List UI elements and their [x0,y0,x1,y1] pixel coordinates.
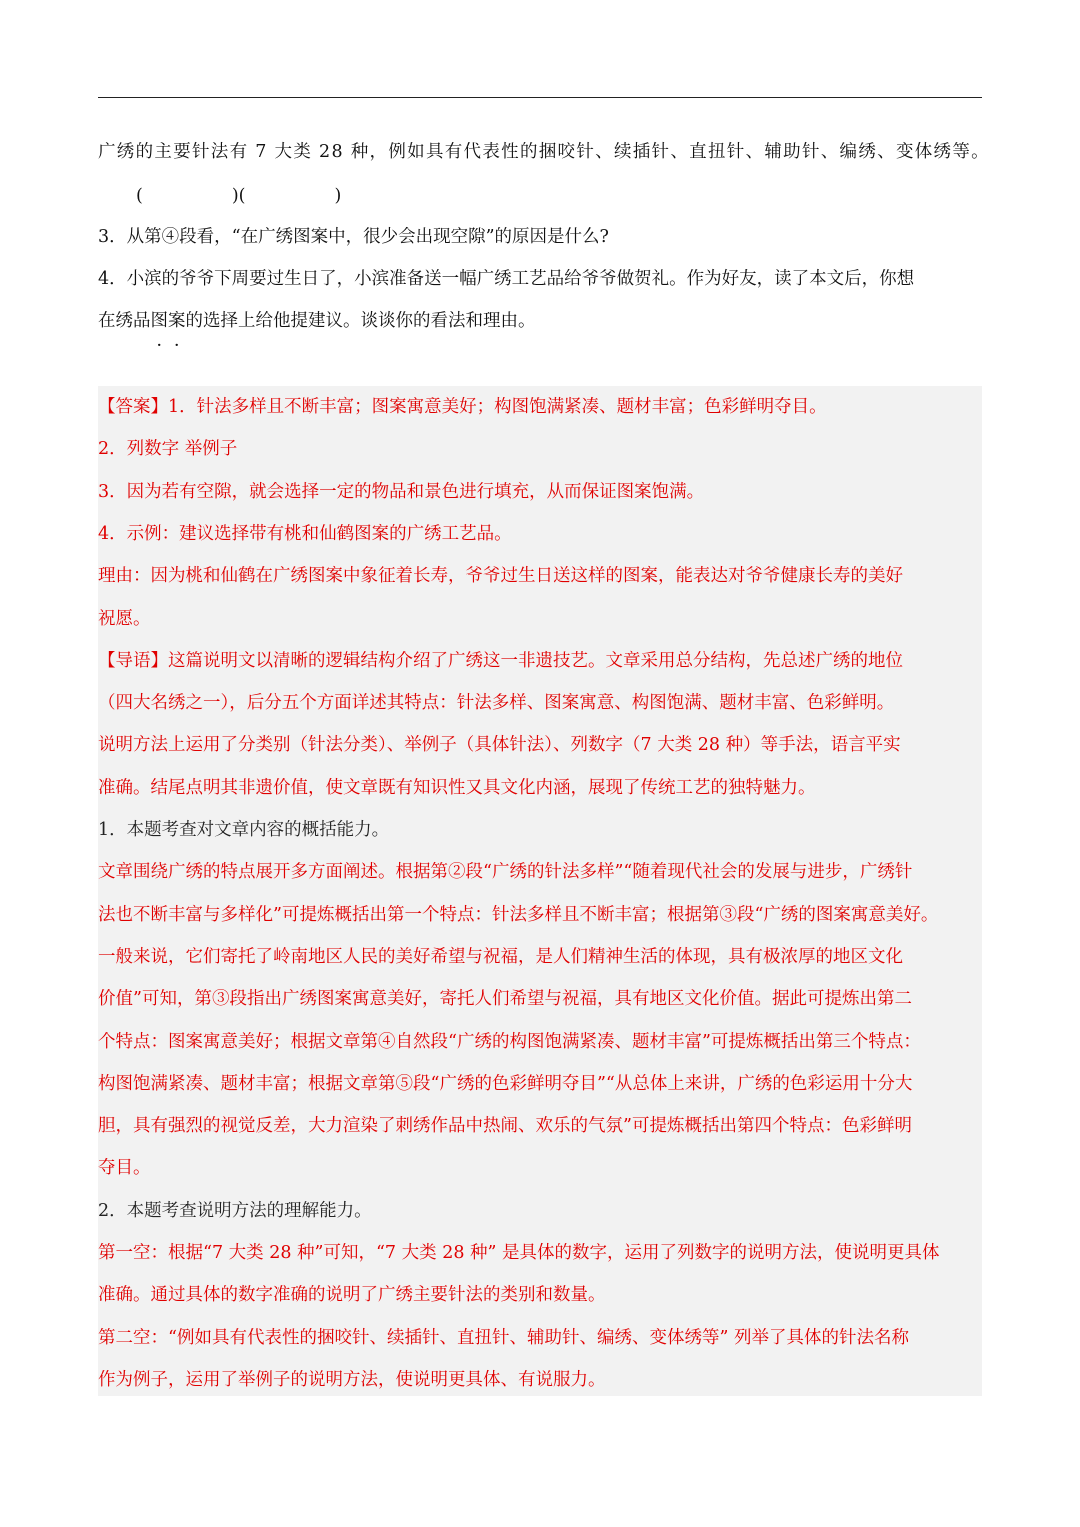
answer-line: 准确。通过具体的数字准确的说明了广绣主要针法的类别和数量。 [98,1285,606,1306]
answer-line: 祝愿。 [98,608,151,629]
answer-line: 价值”可知，第③段指出广绣图案寓意美好，寄托人们希望与祝福，具有地区文化价值。据此可提炼出第二 [98,989,912,1010]
answer-line: 2．列数字 举例子 [98,439,238,460]
emphasis-char-2: 案 [168,311,186,331]
answer-line: 【导语】这篇说明文以清晰的逻辑结构介绍了广绣这一非遗技艺。文章采用总分结构，先总述广绣的地位 [98,650,903,671]
answer-line: 作为例子，运用了举例子的说明方法，使说明更具体、有说服力。 [98,1369,606,1390]
answer-line: 1．本题考查对文章内容的概括能力。 [98,820,390,840]
answer-block [98,386,982,1396]
answer-line: 个特点：图案寓意美好；根据文章第④自然段“广绣的构图饱满紧凑、题材丰富”可提炼概括出第三个特点： [98,1031,921,1052]
answer-line: 胆，具有强烈的视觉反差，大力渲染了刺绣作品中热闹、欢乐的气氛”可提炼概括出第四个特点：色彩鲜明 [98,1116,912,1137]
answer-blanks: ( )( ) [136,186,342,206]
q4-pre: 在绣品 [98,311,151,331]
answer-line: 法也不断丰富与多样化”可提炼概括出第一个特点：针法多样且不断丰富；根据第③段“广绣的图案寓意美好。 [98,904,939,925]
emphasis-char-1: 图 [150,311,168,331]
answer-line: 4．示例：建议选择带有桃和仙鹤图案的广绣工艺品。 [98,523,512,544]
question-4-line-1: 4．小滨的爷爷下周要过生日了，小滨准备送一幅广绣工艺品给爷爷做贺礼。作为好友，读了本文后，你想 [98,269,915,289]
question-2-text: 广绣的主要针法有 7 大类 28 种，例如具有代表性的捆咬针、续插针、直扭针、辅助针、编绣、变体绣等。 [98,142,990,162]
answer-line: 说明方法上运用了分类别（针法分类）、举例子（具体针法）、列数字（7 大类 28 种）等手法，语言平实 [98,735,901,756]
answer-line: 【答案】1．针法多样且不断丰富；图案寓意美好；构图饱满紧凑、题材丰富；色彩鲜明夺目。 [98,397,827,417]
answer-line: 一般来说，它们寄托了岭南地区人民的美好希望与祝福，是人们精神生活的体现，具有极浓厚的地区文化 [98,946,903,967]
header-rule [98,97,982,98]
question-3: 3．从第④段看，“在广绣图案中，很少会出现空隙”的原因是什么? [98,227,609,247]
answer-line: 3．因为若有空隙，就会选择一定的物品和景色进行填充，从而保证图案饱满。 [98,481,705,502]
answer-line: 第二空：“例如具有代表性的捆咬针、续插针、直扭针、辅助针、编绣、变体绣等” 列举了具体的针法名称 [98,1327,909,1348]
answer-line: 2．本题考查说明方法的理解能力。 [98,1200,372,1221]
answer-line: （四大名绣之一），后分五个方面详述其特点：针法多样、图案寓意、构图饱满、题材丰富、色彩鲜明。 [98,693,895,714]
answer-line: 夺目。 [98,1158,151,1179]
answer-line: 理由：因为桃和仙鹤在广绣图案中象征着长寿，爷爷过生日送这样的图案，能表达对爷爷健康长寿的美好 [98,566,903,587]
answer-line: 文章围绕广绣的特点展开多方面阐述。根据第②段“广绣的针法多样”“随着现代社会的发展与进步，广绣针 [98,862,913,883]
question-4-line-2 [98,300,982,342]
answer-line: 构图饱满紧凑、题材丰富；根据文章第⑤段“广绣的色彩鲜明夺目”“从总体上来讲，广绣的色彩运用十分大 [98,1073,913,1094]
answer-line: 准确。结尾点明其非遗价值，使文章既有知识性又具文化内涵，展现了传统工艺的独特魅力。 [98,777,816,798]
answer-line: 第一空：根据“7 大类 28 种”可知，“7 大类 28 种” 是具体的数字，运用了列数字的说明方法，使说明更具体 [98,1243,940,1263]
q4-post: 的选择上给他提建议。谈谈你的看法和理由。 [185,311,536,331]
